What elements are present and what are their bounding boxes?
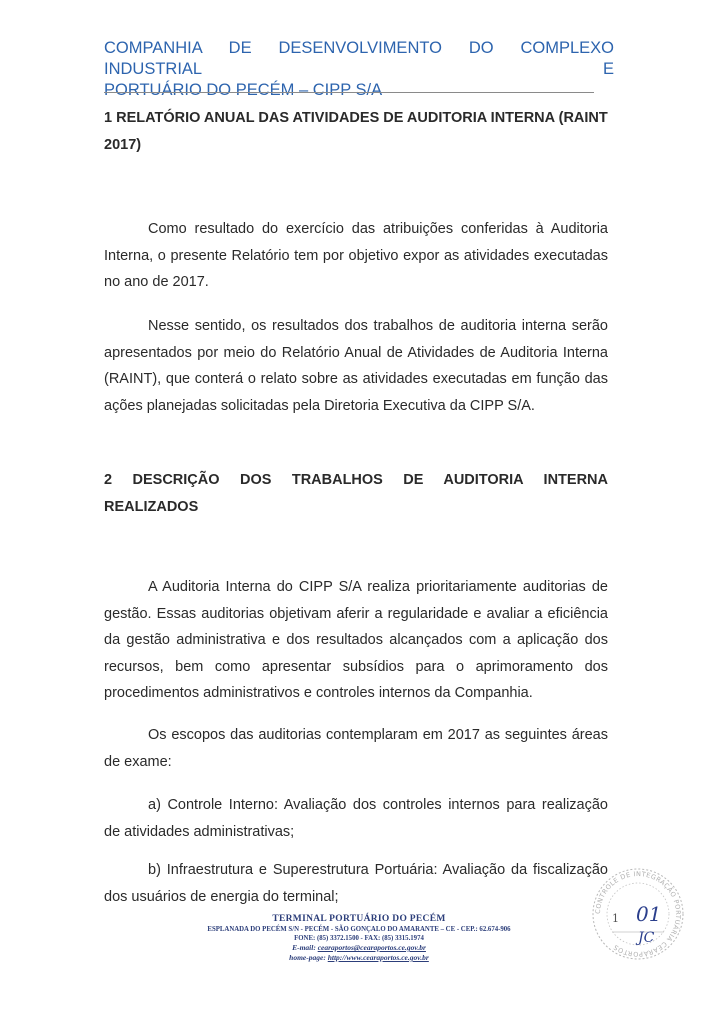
paragraph-line: no ano de 2017. — [104, 274, 209, 290]
exam-area-item-a — [104, 792, 608, 845]
page-number-stamp — [590, 866, 686, 962]
header-divider — [104, 92, 594, 93]
footer-homepage — [150, 953, 568, 963]
section-1-paragraph-1 — [104, 216, 608, 296]
paragraph-line: a) Controle Interno: Avaliação dos controles internos para realização — [148, 797, 608, 813]
handwritten-initials: JC — [638, 930, 655, 946]
footer-email-link[interactable]: cearaportos@cearaportos.ce.gov.br — [317, 943, 426, 952]
paragraph-line: Como resultado do exercício das atribuições conferidas à Auditoria — [148, 221, 608, 237]
footer-homepage-label: home-page: — [289, 953, 326, 962]
handwritten-page-number: 01 — [636, 902, 662, 926]
paragraph-line: b) Infraestrutura e Superestrutura Portuária: Avaliação da fiscalização — [148, 862, 608, 878]
section-1-title — [104, 105, 608, 159]
section-2-title-line-2: REALIZADOS — [104, 499, 199, 515]
section-2-title-line-1: 2 DESCRIÇÃO DOS TRABALHOS DE AUDITORIA INTERNA — [104, 472, 608, 488]
paragraph-line: (RAINT), que conterá o relato sobre as atividades executadas em função das — [104, 371, 608, 387]
paragraph-line: ações planejadas solicitadas pela Diretoria Executiva da CIPP S/A. — [104, 397, 535, 414]
paragraph-line: de exame: — [104, 753, 172, 770]
paragraph-line: procedimentos administrativos e controles internos da Companhia. — [104, 685, 533, 701]
page-footer — [150, 914, 568, 963]
stamp-number: 1 — [612, 912, 619, 925]
header-line-1: COMPANHIA DE DESENVOLVIMENTO DO COMPLEXO INDUSTRIAL E — [104, 39, 614, 78]
exam-area-item-b — [104, 857, 608, 910]
paragraph-line: recursos, bem como apresentar subsídios para o aprimoramento dos — [104, 658, 608, 675]
paragraph-line: dos usuários de energia do terminal; — [104, 888, 339, 905]
footer-title: TERMINAL PORTUÁRIO DO PECÉM — [272, 914, 446, 924]
paragraph-line: Nesse sentido, os resultados dos trabalhos de auditoria interna serão — [148, 318, 608, 334]
paragraph-line: gestão. Essas auditorias objetivam aferir a regularidade e avaliar a eficiência — [104, 605, 608, 622]
paragraph-line: da gestão administrativa e dos resultados alcançados com a aplicação dos — [104, 632, 608, 648]
section-1-title-line-2: 2017) — [104, 137, 142, 153]
section-2-paragraph-1 — [104, 574, 608, 707]
paragraph-line: apresentados por meio do Relatório Anual de Atividades de Auditoria Interna — [104, 344, 608, 361]
section-1-paragraph-2 — [104, 313, 608, 419]
header-line-2: PORTUÁRIO DO PECÉM – CIPP S/A — [104, 81, 383, 99]
paragraph-line: de atividades administrativas; — [104, 823, 295, 840]
footer-homepage-link[interactable]: http://www.cearaportos.ce.gov.br — [327, 953, 429, 962]
section-1-title-line-1: 1 RELATÓRIO ANUAL DAS ATIVIDADES DE AUDITORIA INTERNA (RAINT — [104, 110, 608, 126]
footer-address: ESPLANADA DO PECÉM S/N - PECÉM - SÃO GONÇALO DO AMARANTE – CE - CEP.: 62.674-906 — [207, 926, 511, 933]
stamp-ring-text: CONTROLE DE INTEGRAÇÃO PORTUÁRIA CEARÁPORTOS — [593, 869, 683, 959]
section-2-paragraph-2 — [104, 722, 608, 775]
paragraph-line: Interna, o presente Relatório tem por objetivo expor as atividades executadas — [104, 247, 608, 264]
footer-email-label: E-mail: — [292, 943, 316, 952]
footer-email — [150, 943, 568, 953]
section-2-title — [104, 467, 608, 521]
paragraph-line: Os escopos das auditorias contemplaram em 2017 as seguintes áreas — [148, 727, 608, 743]
paragraph-line: A Auditoria Interna do CIPP S/A realiza prioritariamente auditorias de — [148, 579, 608, 595]
footer-phone: FONE: (85) 3372.1500 - FAX: (85) 3315.1974 — [294, 935, 424, 942]
